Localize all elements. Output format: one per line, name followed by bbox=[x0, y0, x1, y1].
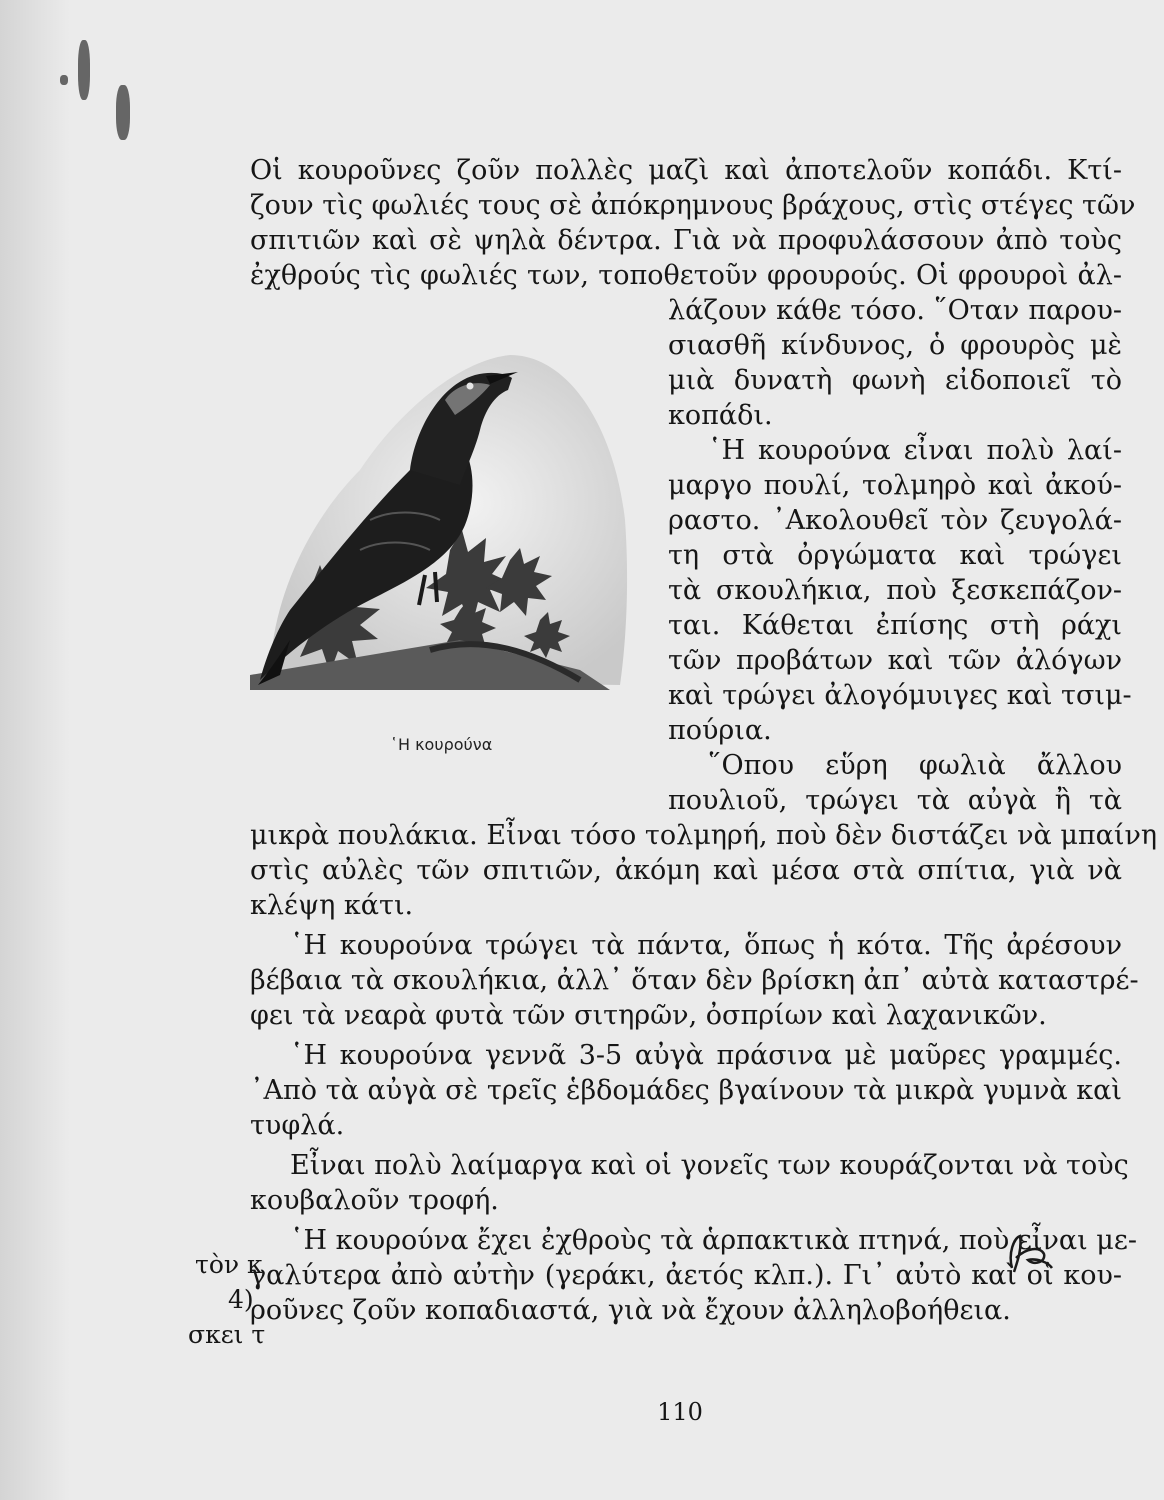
text-line: λάζουν κάθε τόσο. ῞Οταν παρου- bbox=[668, 295, 1122, 326]
page-edge-shadow bbox=[0, 0, 70, 1500]
margin-bleed-text: τὸν κ bbox=[195, 1250, 263, 1279]
ink-smudge bbox=[60, 75, 68, 85]
pen-mark bbox=[1000, 1228, 1058, 1278]
text-line: γαλύτερα ἀπὸ αὐτὴν (γεράκι, ἀετός κλπ.). Γι᾿ αὐτὸ καὶ οἱ κου- bbox=[250, 1260, 1122, 1291]
text-line: μικρὰ πουλάκια. Εἶναι τόσο τολμηρή, ποὺ δὲν διστάζει νὰ μπαίνη bbox=[250, 820, 1158, 851]
text-line: ῞Οπου εὕρη φωλιὰ ἄλλου bbox=[708, 750, 1122, 781]
crow-illustration bbox=[250, 350, 630, 690]
text-line: ῾Η κουρούνα ἔχει ἐχθροὺς τὰ ἁρπακτικὰ πτηνά, ποὺ εἶναι με- bbox=[290, 1225, 1137, 1256]
text-line: κουβαλοῦν τροφή. bbox=[250, 1185, 499, 1216]
text-line: βέβαια τὰ σκουλήκια, ἀλλ᾿ ὅταν δὲν βρίσκη ἀπ᾿ αὐτὰ καταστρέ- bbox=[250, 965, 1139, 996]
text-line: κοπάδι. bbox=[668, 400, 773, 431]
page-number: 110 bbox=[657, 1398, 703, 1426]
text-line: ῾Η κουρούνα εἶναι πολὺ λαί- bbox=[708, 435, 1122, 466]
text-line: καὶ τρώγει ἀλογόμυιγες καὶ τσιμ- bbox=[668, 680, 1132, 711]
text-line: τὰ σκουλήκια, ποὺ ξεσκεπάζον- bbox=[668, 575, 1122, 606]
text-line: ῾Η κουρούνα γεννᾶ 3-5 αὐγὰ πράσινα μὲ μαῦρες γραμμές. bbox=[290, 1040, 1122, 1071]
text-line: ται. Κάθεται ἐπίσης στὴ ράχι bbox=[668, 610, 1122, 641]
ink-smudge bbox=[78, 40, 90, 100]
text-line: ζουν τὶς φωλιές τους σὲ ἀπόκρημνους βράχους, στὶς στέγες τῶν bbox=[250, 190, 1136, 221]
text-line: τυφλά. bbox=[250, 1110, 345, 1141]
text-line: ροῦνες ζοῦν κοπαδιαστά, γιὰ νὰ ἔχουν ἀλληλοβοήθεια. bbox=[250, 1295, 1011, 1326]
text-line: Εἶναι πολὺ λαίμαργα καὶ οἱ γονεῖς των κουράζονται νὰ τοὺς bbox=[290, 1150, 1129, 1181]
text-line: φει τὰ νεαρὰ φυτὰ τῶν σιτηρῶν, ὀσπρίων καὶ λαχανικῶν. bbox=[250, 1000, 1047, 1031]
text-line: μαργο πουλί, τολμηρὸ καὶ ἀκού- bbox=[668, 470, 1122, 501]
figure-caption: ῾Η κουρούνα bbox=[390, 735, 493, 754]
text-line: ἐχθρούς τὶς φωλιές των, τοποθετοῦν φρουρούς. Οἱ φρουροὶ ἀλ- bbox=[250, 260, 1122, 291]
text-line: ῾Η κουρούνα τρώγει τὰ πάντα, ὅπως ἡ κότα. Τῆς ἀρέσουν bbox=[290, 930, 1122, 961]
text-line: σπιτιῶν καὶ σὲ ψηλὰ δέντρα. Γιὰ νὰ προφυλάσσουν ἀπὸ τοὺς bbox=[250, 225, 1122, 256]
text-line: πουλιοῦ, τρώγει τὰ αὐγὰ ἢ τὰ bbox=[668, 785, 1122, 816]
ink-smudge bbox=[116, 85, 130, 140]
text-line: μιὰ δυνατὴ φωνὴ εἰδοποιεῖ τὸ bbox=[668, 365, 1122, 396]
text-line: Οἱ κουροῦνες ζοῦν πολλὲς μαζὶ καὶ ἀποτελοῦν κοπάδι. Κτί- bbox=[250, 155, 1122, 186]
text-line: ραστο. ᾿Ακολουθεῖ τὸν ζευγολά- bbox=[668, 505, 1122, 536]
text-line: τη στὰ ὀργώματα καὶ τρώγει bbox=[668, 540, 1122, 571]
text-line: πούρια. bbox=[668, 715, 772, 746]
text-line: σιασθῆ κίνδυνος, ὁ φρουρὸς μὲ bbox=[668, 330, 1122, 361]
text-line: ᾿Απὸ τὰ αὐγὰ σὲ τρεῖς ἑβδομάδες βγαίνουν τὰ μικρὰ γυμνὰ καὶ bbox=[250, 1075, 1122, 1106]
margin-bleed-text: σκει τ bbox=[188, 1320, 266, 1349]
text-line: τῶν προβάτων καὶ τῶν ἀλόγων bbox=[668, 645, 1122, 676]
text-line: στὶς αὐλὲς τῶν σπιτιῶν, ἀκόμη καὶ μέσα στὰ σπίτια, γιὰ νὰ bbox=[250, 855, 1122, 886]
margin-bleed-text: 4) bbox=[228, 1285, 254, 1314]
text-line: κλέψη κάτι. bbox=[250, 890, 414, 921]
